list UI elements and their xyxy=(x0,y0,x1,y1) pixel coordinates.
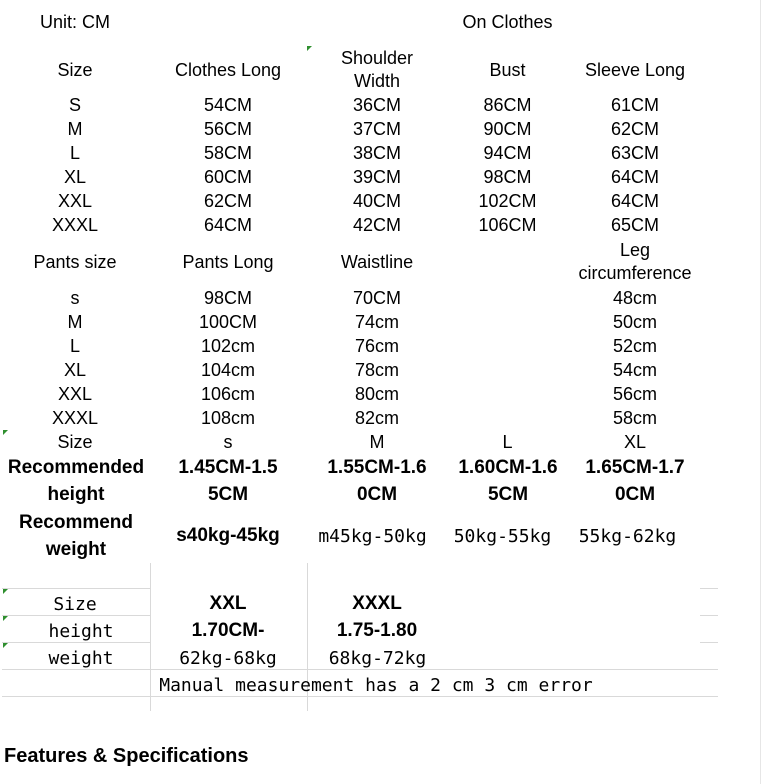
recommend-size-label: Size xyxy=(57,432,93,452)
pants-table-cell: XL xyxy=(63,360,87,380)
extra-weight-label: weight xyxy=(48,648,114,669)
clothes-table-cell: L xyxy=(69,143,80,163)
recommend-size-s: s xyxy=(223,432,233,452)
extra-height-xxl: 1.70CM- xyxy=(191,620,265,641)
grid-line xyxy=(700,642,718,643)
clothes-table-cell: 102CM xyxy=(478,191,537,211)
clothes-table-cell: 42CM xyxy=(352,215,401,235)
clothes-table-cell: 94CM xyxy=(483,143,532,163)
cell-comment-marker xyxy=(307,46,312,51)
cell-comment-marker xyxy=(3,430,8,435)
recommend-size-xl: XL xyxy=(623,432,647,452)
unit-label: Unit: CM xyxy=(40,12,111,32)
pants-header-length: Pants Long xyxy=(182,252,274,272)
clothes-table-cell: 62CM xyxy=(203,191,252,211)
clothes-header-size: Size xyxy=(57,60,93,80)
recommend-size-l: L xyxy=(502,432,513,452)
pants-table-cell: 106cm xyxy=(200,384,256,404)
section-title: On Clothes xyxy=(462,12,553,32)
clothes-table-cell: 86CM xyxy=(483,95,532,115)
extra-height-label: height xyxy=(48,621,114,642)
pants-header-waist: Waistline xyxy=(340,252,414,272)
clothes-table-cell: XXL xyxy=(57,191,93,211)
extra-size-xxl: XXL xyxy=(209,593,247,614)
recommend-size-m: M xyxy=(369,432,385,452)
clothes-header-shoulder: Shoulder Width xyxy=(340,48,414,91)
pants-table-cell: 78cm xyxy=(354,360,399,380)
clothes-table-cell: 64CM xyxy=(610,167,659,187)
pants-header-size: Pants size xyxy=(33,252,117,272)
pants-table-cell: 52cm xyxy=(612,336,657,356)
extra-size-xxxl: XXXL xyxy=(352,593,402,614)
clothes-header-bust: Bust xyxy=(489,60,526,80)
recommend-height-l: 1.60CM-1.65CM xyxy=(458,457,558,505)
recommend-height-label: Recommended height xyxy=(7,457,145,505)
pants-table-cell: 108cm xyxy=(200,408,256,428)
extra-size-label: Size xyxy=(53,594,97,615)
clothes-table-cell: 56CM xyxy=(203,119,252,139)
pants-table-cell: 76cm xyxy=(354,336,399,356)
cell-comment-marker xyxy=(3,589,8,594)
clothes-table-cell: S xyxy=(68,95,81,115)
pants-table-cell: 102cm xyxy=(200,336,256,356)
pants-header-leg: Leg circumference xyxy=(578,240,692,283)
recommend-height-s: 1.45CM-1.55CM xyxy=(178,457,278,505)
clothes-table-cell: 40CM xyxy=(352,191,401,211)
pants-table-cell: 100CM xyxy=(198,312,258,332)
pants-table-cell: XXXL xyxy=(51,408,99,428)
clothes-table-cell: XL xyxy=(63,167,87,187)
clothes-table-cell: 98CM xyxy=(483,167,532,187)
pants-table-cell: 98CM xyxy=(203,288,252,308)
recommend-weight-l: 50kg-55kg xyxy=(453,526,552,547)
recommend-weight-xl: 55kg-62kg xyxy=(578,526,677,547)
clothes-table-cell: 63CM xyxy=(610,143,659,163)
pants-table-cell: 56cm xyxy=(612,384,657,404)
clothes-table-cell: 60CM xyxy=(203,167,252,187)
clothes-header-sleeve: Sleeve Long xyxy=(584,60,686,80)
pants-table-cell: 48cm xyxy=(612,288,657,308)
clothes-table-cell: 61CM xyxy=(610,95,659,115)
grid-line xyxy=(700,615,718,616)
clothes-table-cell: 37CM xyxy=(352,119,401,139)
extra-weight-xxxl: 68kg-72kg xyxy=(328,648,427,669)
clothes-table-cell: M xyxy=(67,119,83,139)
pants-table-cell: s xyxy=(70,288,80,308)
pants-table-cell: 58cm xyxy=(612,408,657,428)
recommend-height-m: 1.55CM-1.60CM xyxy=(327,457,427,505)
pants-table-cell: 74cm xyxy=(354,312,399,332)
cell-comment-marker xyxy=(3,643,8,648)
clothes-table-cell: 58CM xyxy=(203,143,252,163)
pants-table-cell: 70CM xyxy=(352,288,401,308)
clothes-table-cell: XXXL xyxy=(51,215,99,235)
clothes-table-cell: 64CM xyxy=(610,191,659,211)
pants-table-cell: 54cm xyxy=(612,360,657,380)
clothes-table-cell: 39CM xyxy=(352,167,401,187)
grid-line xyxy=(700,588,718,589)
clothes-table-cell: 54CM xyxy=(203,95,252,115)
clothes-table-cell: 38CM xyxy=(352,143,401,163)
clothes-table-cell: 62CM xyxy=(610,119,659,139)
pants-table-cell: 82cm xyxy=(354,408,399,428)
pants-table-cell: XXL xyxy=(57,384,93,404)
extra-height-xxxl: 1.75-1.80 xyxy=(336,620,418,641)
clothes-table-cell: 106CM xyxy=(478,215,537,235)
measurement-note: Manual measurement has a 2 cm 3 cm error xyxy=(159,675,593,696)
recommend-weight-m: m45kg-50kg xyxy=(318,526,427,547)
pants-table-cell: 80cm xyxy=(354,384,399,404)
clothes-table-cell: 64CM xyxy=(203,215,252,235)
grid-line xyxy=(2,588,150,589)
extra-weight-xxl: 62kg-68kg xyxy=(179,648,277,669)
recommend-weight-s: s40kg-45kg xyxy=(176,525,280,546)
recommend-weight-label: Recommend weight xyxy=(18,512,134,560)
pants-table-cell: 50cm xyxy=(612,312,657,332)
page-edge-rule xyxy=(760,0,761,784)
clothes-table-cell: 36CM xyxy=(352,95,401,115)
cell-comment-marker xyxy=(3,616,8,621)
pants-table-cell: M xyxy=(67,312,83,332)
pants-table-cell: L xyxy=(69,336,80,356)
pants-table-cell: 104cm xyxy=(200,360,256,380)
features-heading: Features & Specifications xyxy=(4,745,249,767)
clothes-table-cell: 90CM xyxy=(483,119,532,139)
clothes-table-cell: 65CM xyxy=(610,215,659,235)
clothes-header-length: Clothes Long xyxy=(174,60,282,80)
recommend-height-xl: 1.65CM-1.70CM xyxy=(585,457,685,505)
